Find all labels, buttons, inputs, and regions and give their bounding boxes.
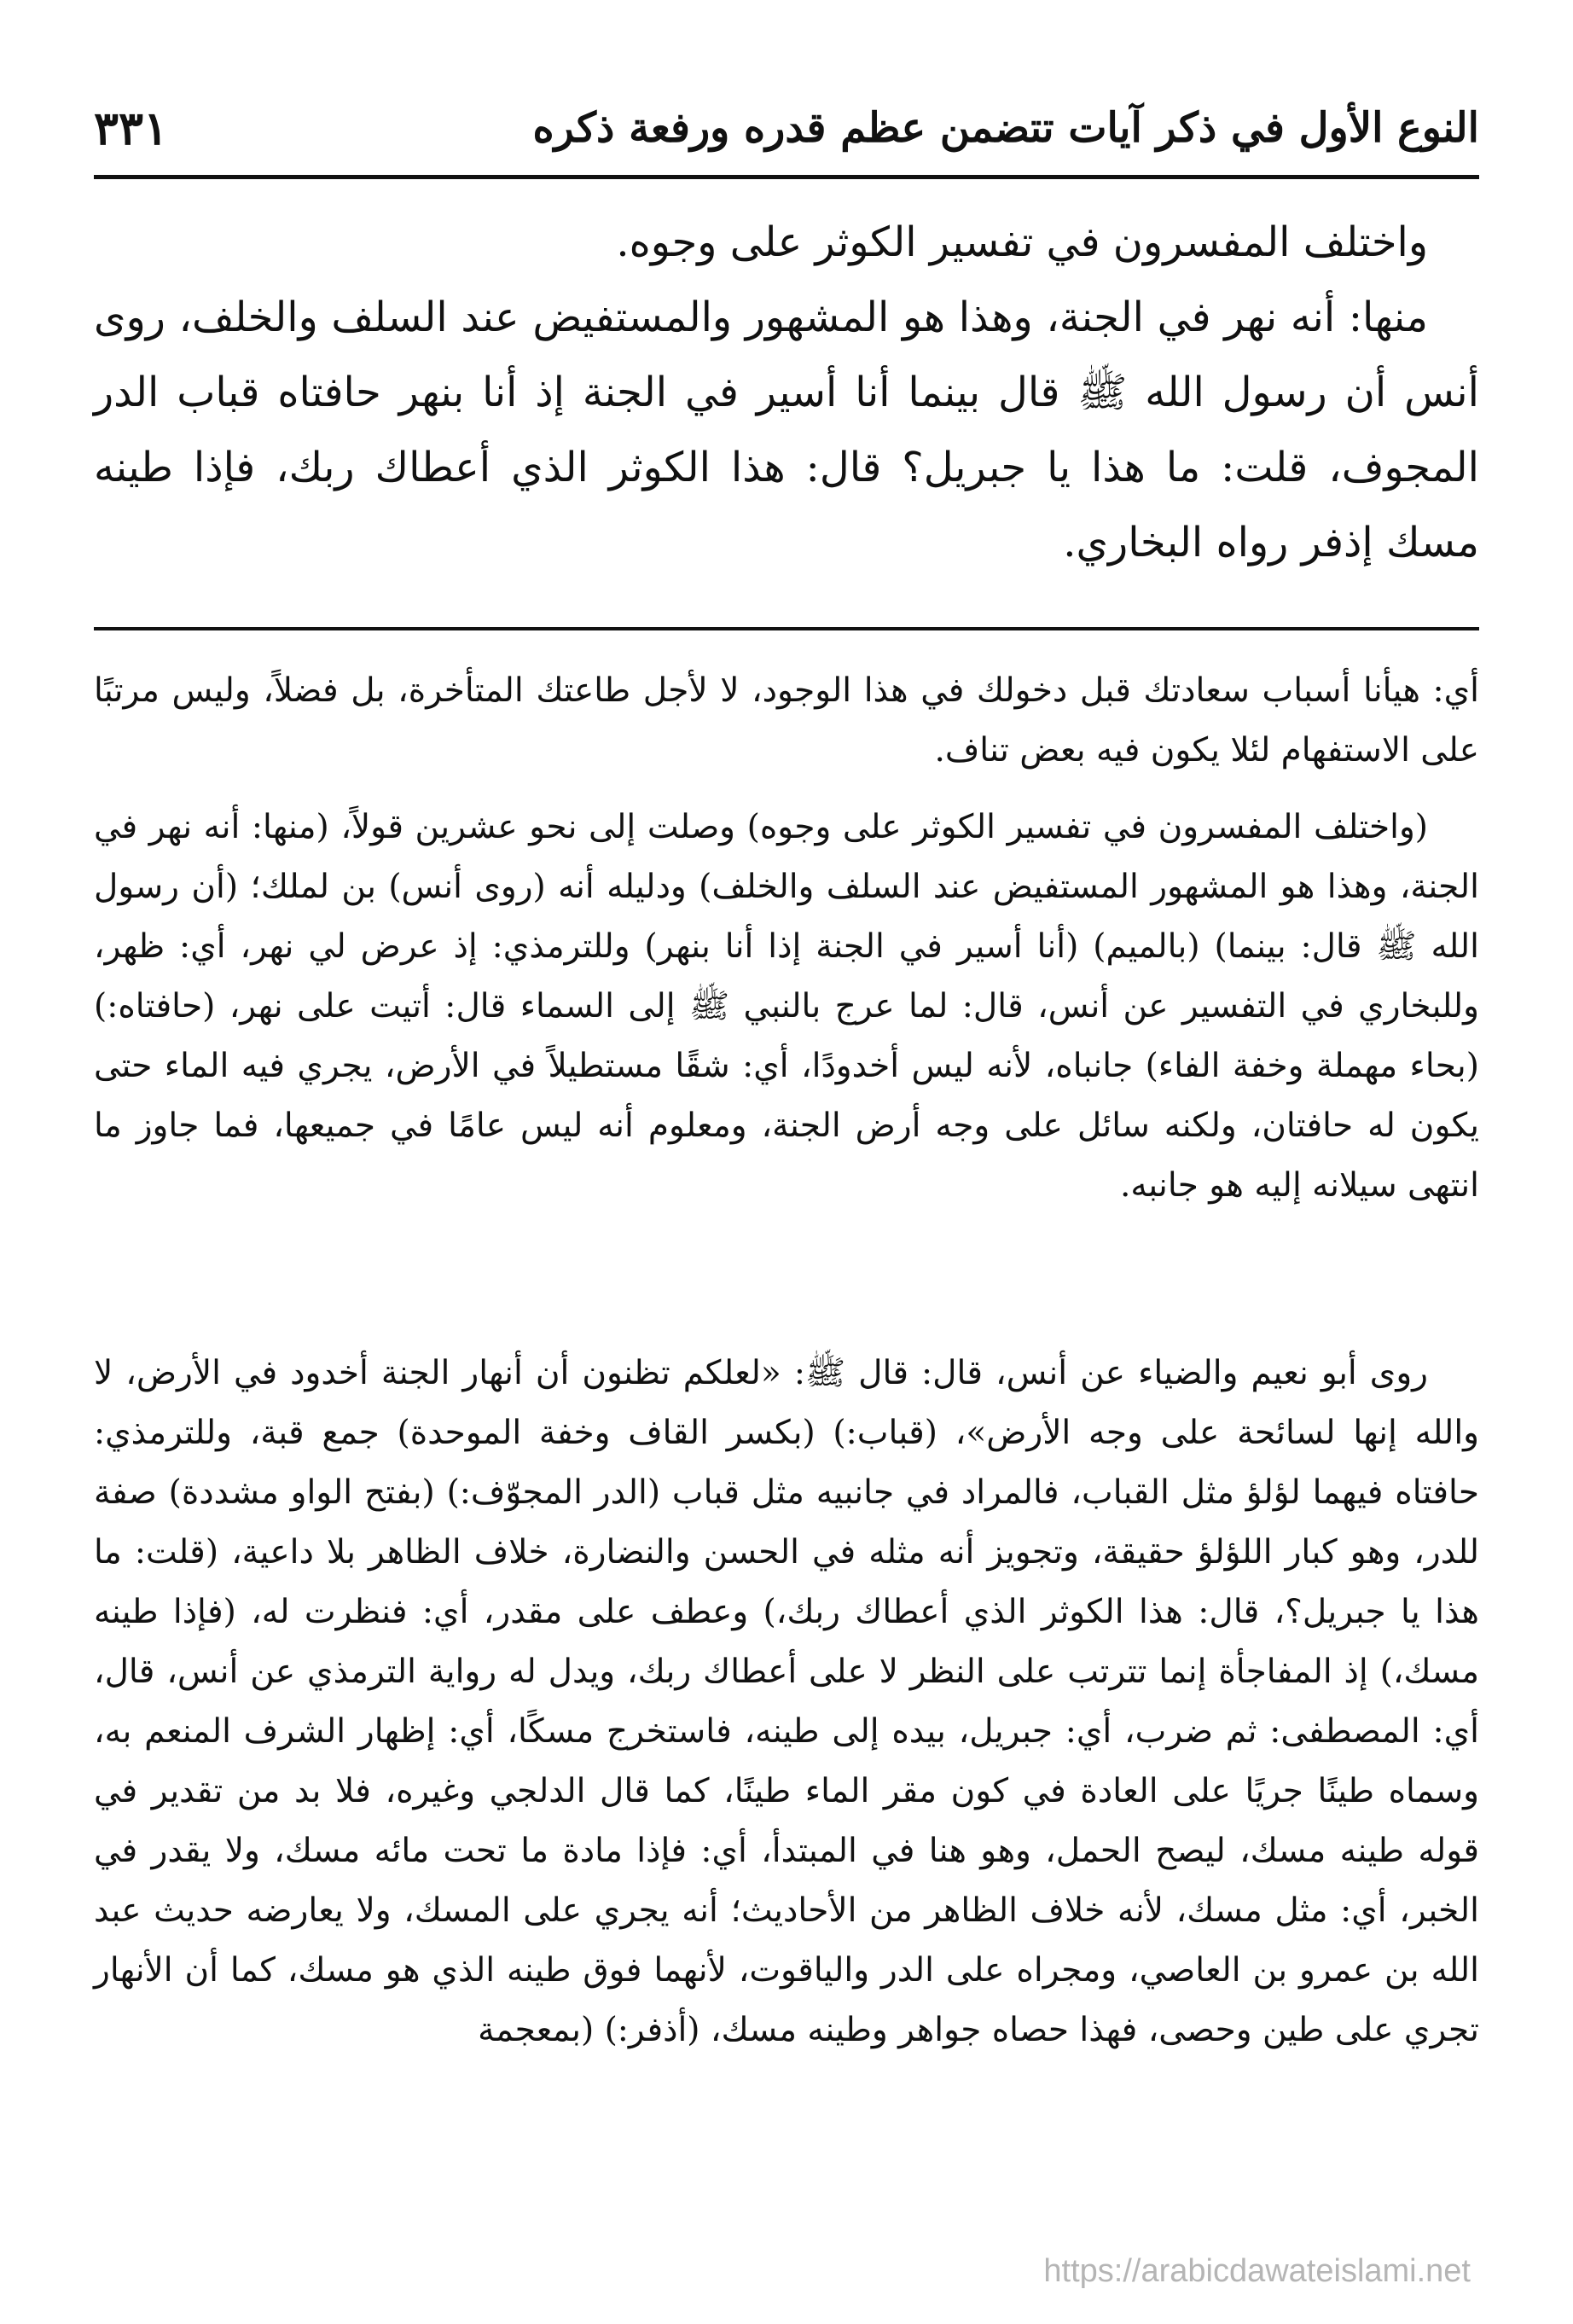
watermark: https://arabicdawateislami.net [1043,2253,1471,2289]
commentary-block [94,798,1479,1216]
commentary-paragraph: روى أبو نعيم والضياء عن أنس، قال: قال ﷺ: «لعلكم تظنون أن أنهار الجنة أخدود في الأرض، لا والله إنها لسائحة على وجه الأرض»، (قباب:) (بكسر القاف وخفة الموحدة) جمع قبة، وللترمذي: حافتاه فيهما لؤلؤ مثل القباب، فالمراد في جانبيه مثل قباب (الدر المجوّف:) (بفتح الواو مشددة) صفة للدر، وهو كبار اللؤلؤ حقيقة، وتجويز أنه مثله في الحسن والنضارة، خلاف الظاهر بلا داعية، (قلت: ما هذا يا جبريل؟، قال: هذا الكوثر الذي أعطاك ربك،) وعطف على مقدر، أي: فنظرت له، (فإذا طينه مسك،) إذ المفاجأة إنما تترتب على النظر لا على أعطاك ربك، ويدل له رواية الترمذي عن أنس، قال، أي: المصطفى: ثم ضرب، أي: جبريل، بيده إلى طينه، فاستخرج مسكًا، أي: إظهار الشرف المنعم به، وسماه طينًا جريًا على العادة في كون مقر الماء طينًا، كما قال الدلجي وغيره، فلا بد من تقدير في قوله طينه مسك، ليصح الحمل، وهو هنا في المبتدأ، أي: فإذا مادة ما تحت مائه مسك، ولا يقدر في الخبر، أي: مثل مسك، لأنه خلاف الظاهر من الأحاديث؛ أنه يجري على المسك، ولا يعارضه حديث عبد الله بن عمرو بن العاصي، ومجراه على الدر والياقوت، لأنهما فوق طينه الذي هو مسك، كما أن الأنهار تجري على طين وحصى، فهذا حصاه جواهر وطينه مسك، (أذفر:) (بمعجمة [94,1354,1479,2049]
header-divider [94,175,1479,179]
main-text [94,205,1479,580]
page-number: ٣٣١ [94,101,169,155]
commentary-paragraph: أي: هيأنا أسباب سعادتك قبل دخولك في هذا الوجود، لا لأجل طاعتك المتأخرة، بل فضلاً، وليس مرتبًا على الاستفهام لئلا يكون فيه بعض تناف. [94,671,1479,770]
main-paragraph: واختلف المفسرون في تفسير الكوثر على وجوه. [616,218,1428,266]
commentary-paragraph: (واختلف المفسرون في تفسير الكوثر على وجوه) وصلت إلى نحو عشرين قولاً، (منها: أنه نهر في الجنة، وهذا هو المشهور المستفيض عند السلف والخلف) ودليله أنه (روى أنس) بن لملك؛ (أن رسول الله ﷺ قال: بينما) (بالميم) (أنا أسير في الجنة إذا أنا بنهر) وللترمذي: إذ عرض لي نهر، أي: ظهر، وللبخاري في التفسير عن أنس، قال: لما عرج بالنبي ﷺ إلى السماء قال: أتيت على نهر، (حافتاه:) (بحاء مهملة وخفة الفاء) جانباه، لأنه ليس أخدودًا، أي: شقًا مستطيلاً في الأرض، يجري فيه الماء حتى يكون له حافتان، ولكنه سائل على وجه أرض الجنة، ومعلوم أنه ليس عامًا في جميعها، فما جاوز ما انتهى سيلانه إليه هو جانبه. [94,808,1479,1205]
page-header [94,94,1479,162]
commentary-block [94,1344,1479,2060]
commentary-block [94,661,1479,781]
commentary-divider [94,627,1479,630]
main-paragraph: منها: أنه نهر في الجنة، وهذا هو المشهور والمستفيض عند السلف والخلف، روى أنس أن رسول الله ﷺ قال بينما أنا أسير في الجنة إذ أنا بنهر حافتاه قباب الدر المجوف، قلت: ما هذا يا جبريل؟ قال: هذا الكوثر الذي أعطاك ربك، فإذا طينه مسك إذفر رواه البخاري. [94,293,1480,566]
chapter-title: النوع الأول في ذكر آيات تتضمن عظم قدره ورفعة ذكره [532,104,1479,152]
